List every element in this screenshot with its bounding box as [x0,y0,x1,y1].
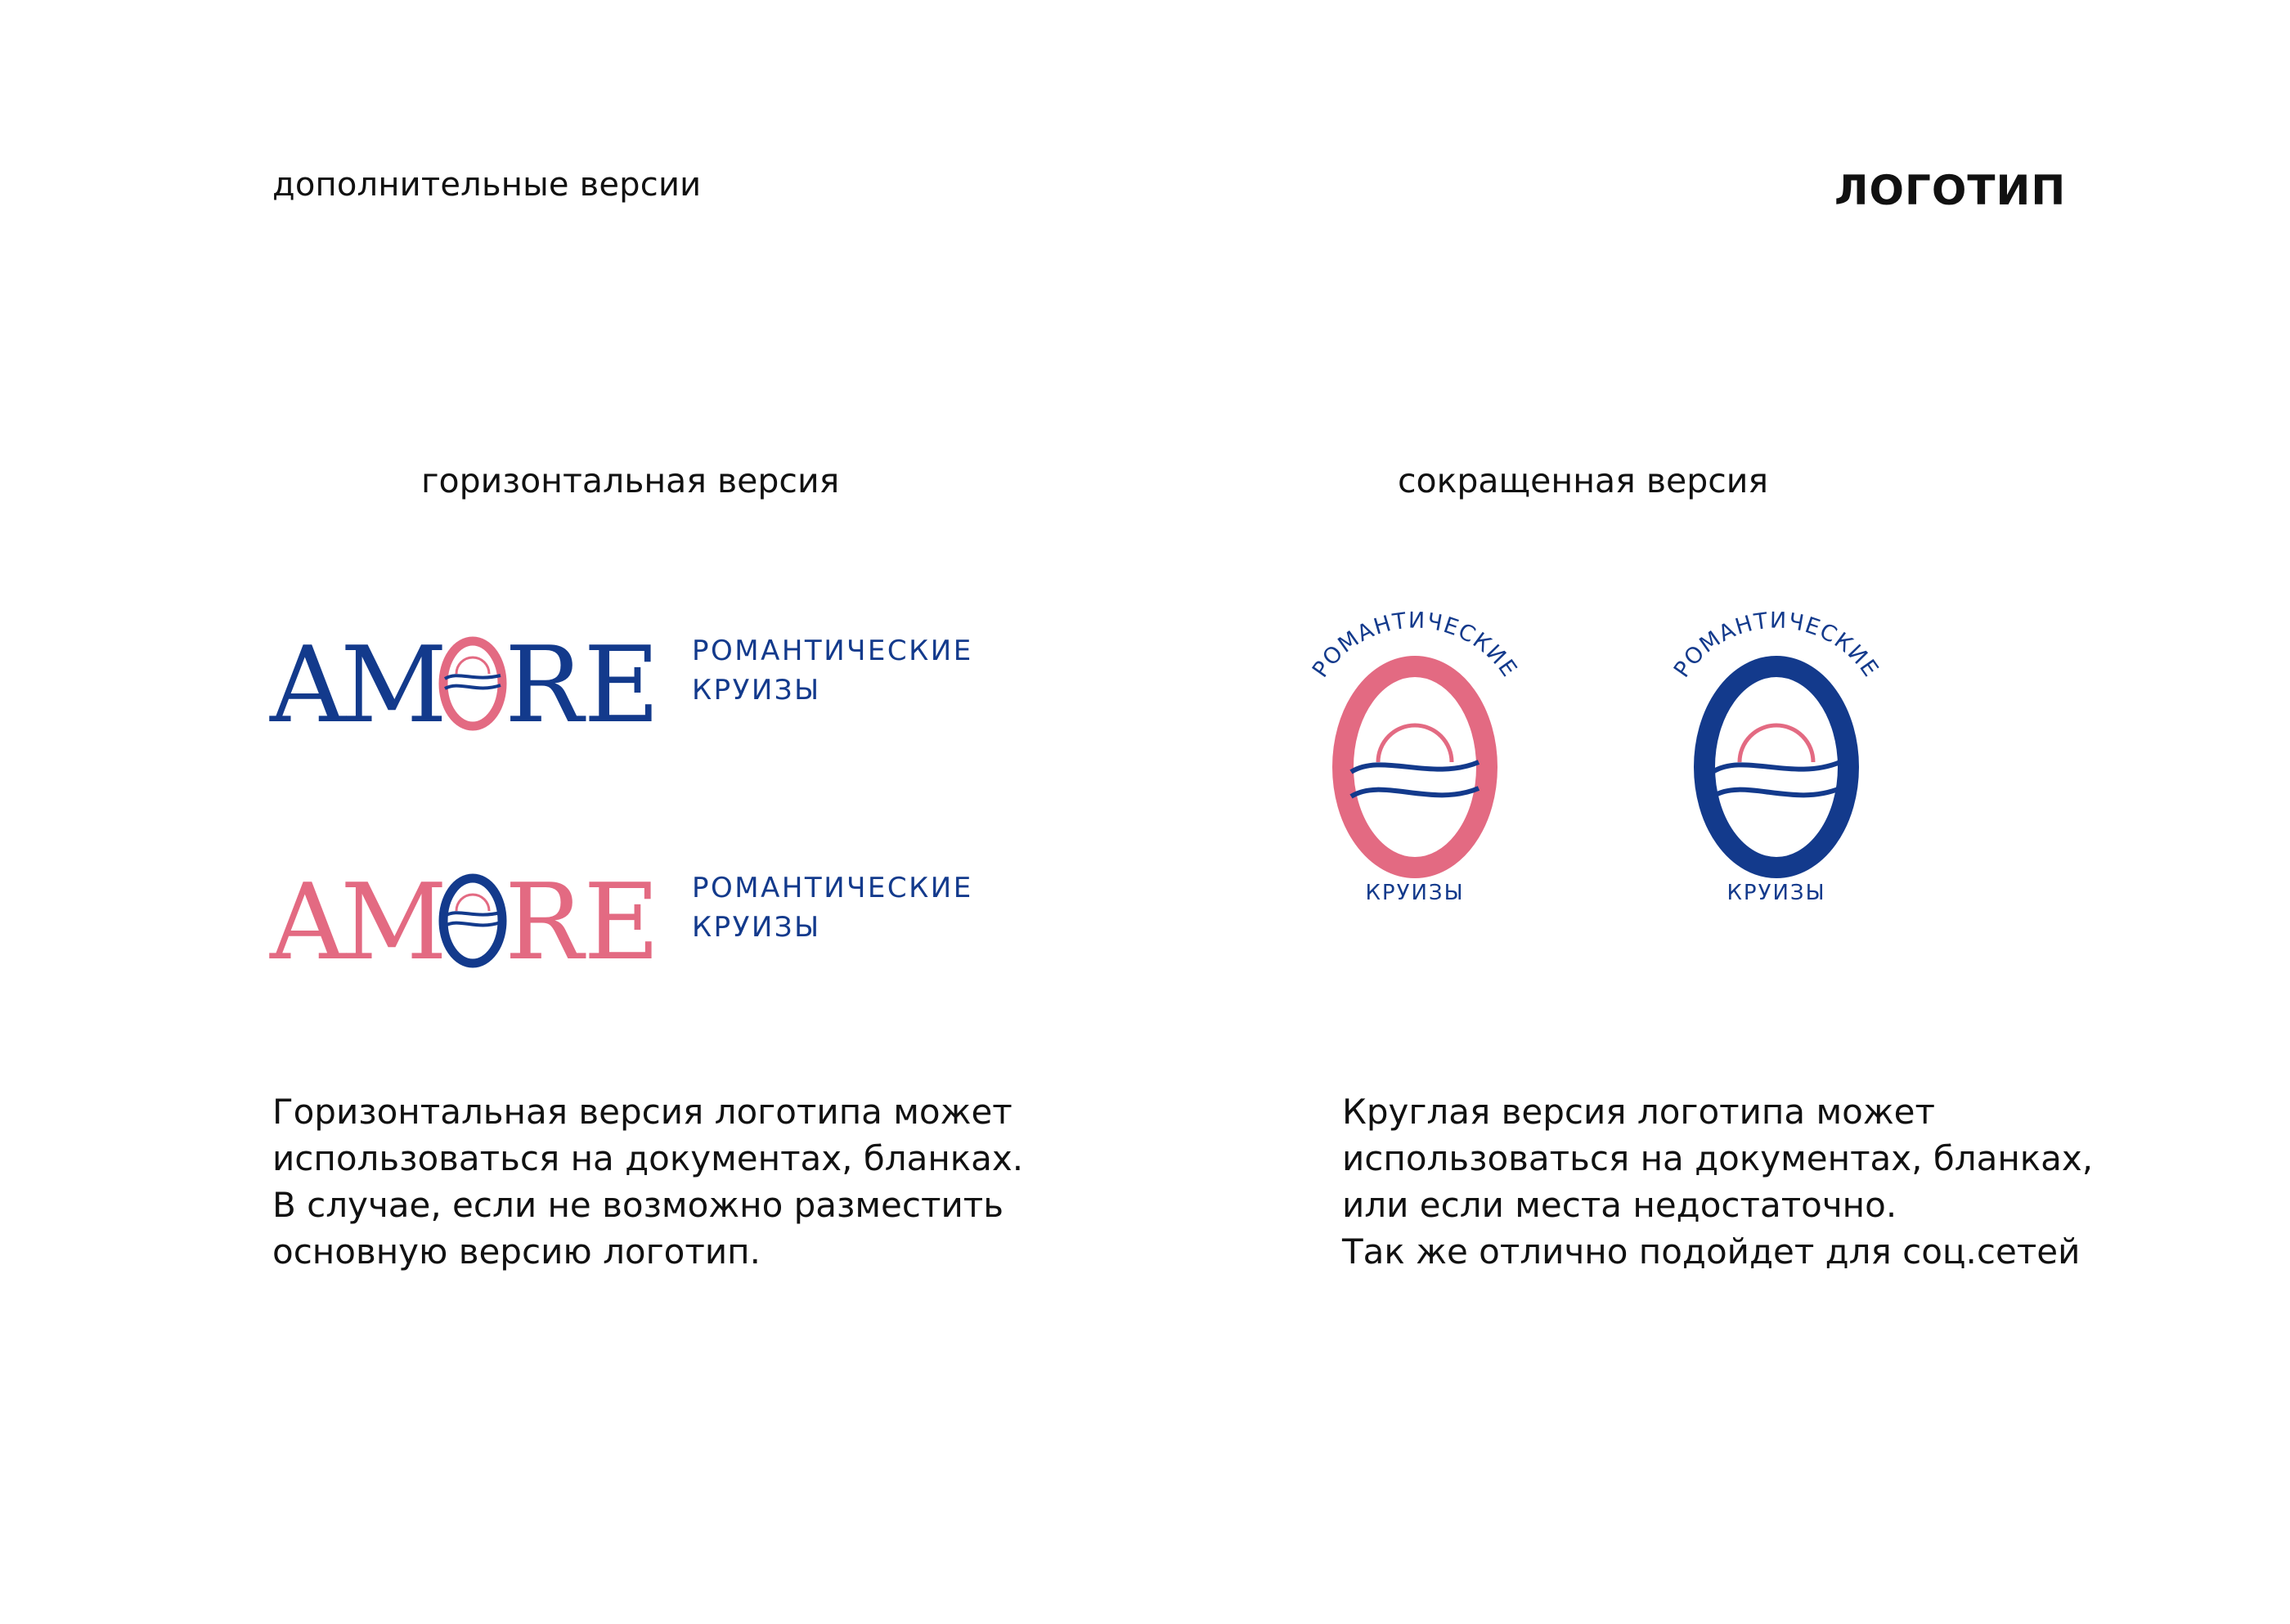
horizontal-version-heading: горизонтальная версия [421,461,840,500]
o-emblem [443,878,502,963]
horizontal-logo-pink [270,862,660,984]
amore-wordmark-navy [270,625,660,747]
tagline-line1: РОМАНТИЧЕСКИЕ [692,872,973,904]
wordmark-letters-re: RE [505,862,660,984]
description-line: использоваться на документах, бланках. [272,1138,1024,1178]
round-emblem-navy [1654,608,1899,924]
round-logo-pink [1292,608,1538,924]
wordmark-letter-a: A [270,625,346,747]
arc-text: РОМАНТИЧЕСКИЕ [1668,608,1884,683]
bottom-text: КРУИЗЫ [1726,881,1826,905]
horizontal-description [272,1088,1023,1275]
short-description [1342,1088,2093,1275]
horizontal-tagline-pink [692,868,973,947]
description-line: В случае, если не возможно разместить [272,1185,1004,1225]
round-logo-navy [1654,608,1899,924]
section-label: дополнительные версии [272,166,702,204]
description-line: Так же отлично подойдет для соц.сетей [1342,1231,2081,1272]
description-line: основную версию логотип. [272,1231,761,1272]
wordmark-letter-a: A [270,862,346,984]
page-title: ЛОГОТИП [1834,167,2067,214]
horizontal-logo-navy [270,625,660,747]
round-emblem-pink [1292,608,1538,924]
amore-wordmark-pink [270,862,660,984]
description-line: или если места недостаточно. [1342,1185,1897,1225]
horizontal-tagline-navy [692,631,973,710]
description-line: Горизонтальная версия логотипа может [272,1092,1013,1132]
tagline-line2: КРУИЗЫ [692,911,821,944]
arc-text: РОМАНТИЧЕСКИЕ [1307,608,1523,683]
tagline-line1: РОМАНТИЧЕСКИЕ [692,635,973,667]
wordmark-letters-re: RE [505,625,660,747]
wordmark-letter-m: M [340,625,448,747]
bottom-text: КРУИЗЫ [1365,881,1465,905]
tagline-line2: КРУИЗЫ [692,674,821,707]
wordmark-letter-m: M [340,862,448,984]
short-version-heading: сокращенная версия [1398,461,1769,500]
description-line: Круглая версия логотипа может [1342,1092,1935,1132]
description-line: использоваться на документах, бланках, [1342,1138,2094,1178]
o-emblem [443,641,502,726]
